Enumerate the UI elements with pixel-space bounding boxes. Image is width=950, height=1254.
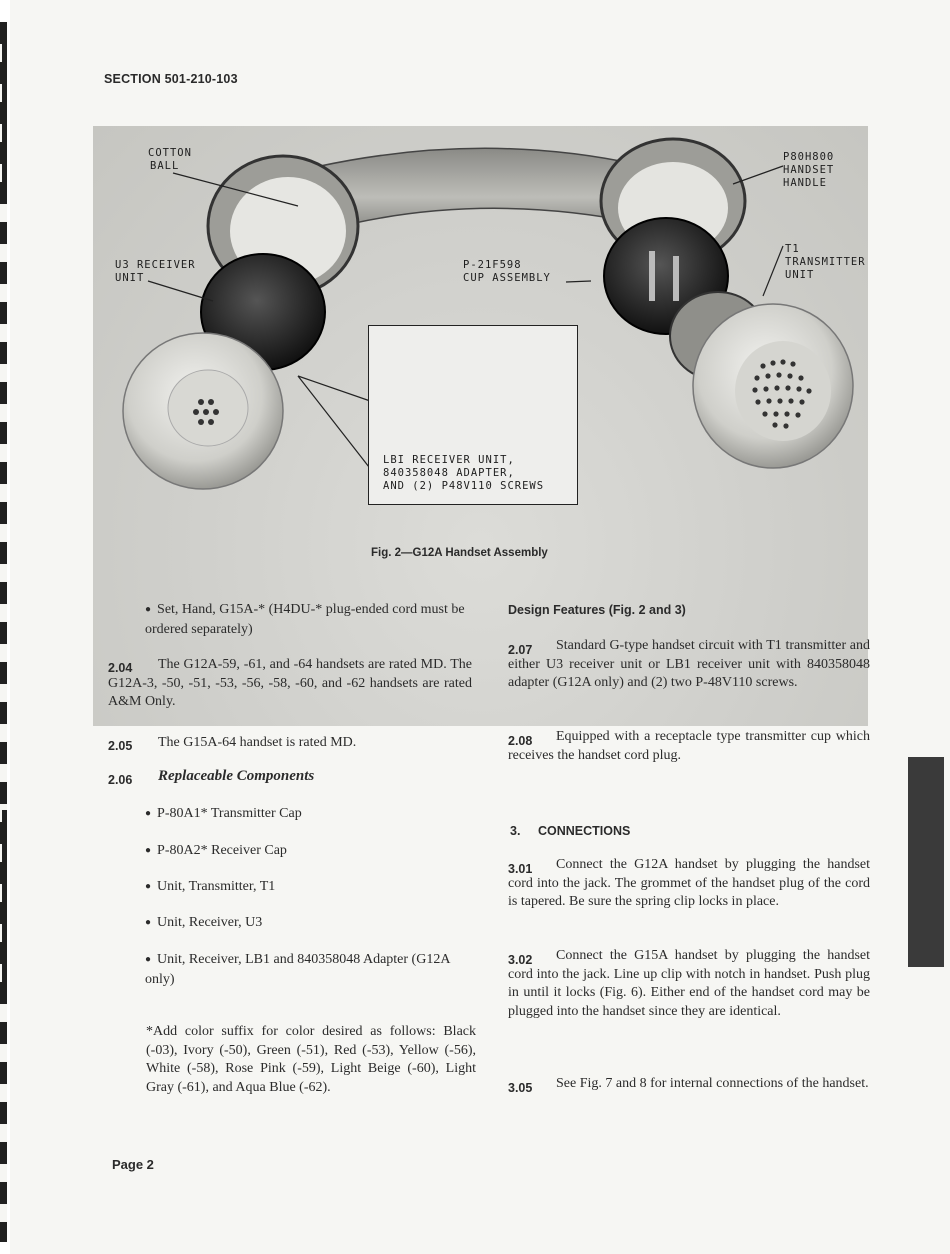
callout-line: U3 RECEIVER (115, 259, 196, 271)
callout-handle (783, 151, 834, 190)
design-features-heading: Design Features (Fig. 2 and 3) (508, 603, 686, 617)
inset-detail-box (368, 325, 578, 505)
para-3-05: See Fig. 7 and 8 for internal connections of the handset. (556, 1076, 869, 1091)
para-number: 2.06 (108, 773, 133, 787)
section-tab-marker (908, 757, 944, 967)
section-3-number: 3. (510, 824, 521, 838)
component-item: ● P-80A2* Receiver Cap (145, 842, 475, 862)
callout-line: 840358048 ADAPTER, (383, 467, 515, 479)
connections-heading: CONNECTIONS (538, 824, 631, 838)
callout-line: HANDSET (783, 164, 835, 176)
callout-receiver (115, 259, 196, 285)
section-number: SECTION 501-210-103 (104, 72, 238, 86)
callout-transmitter (785, 243, 866, 282)
callout-line: UNIT (115, 272, 145, 284)
para-3-02: Connect the G15A handset by plugging the handset cord into the jack. Line up clip with notch in handset. Push plug in until it locks (Fig. 6). Either end of the handset cord may be plugged into the handset since they are identical. (508, 948, 870, 1019)
callout-line: AND (2) P48V110 SCREWS (383, 480, 545, 492)
callout-line: T1 (785, 243, 800, 255)
para-number: 3.02 (508, 953, 533, 967)
binding-edge-dark-mid (2, 810, 7, 1000)
component-item: ● Unit, Receiver, U3 (145, 914, 475, 934)
para-number: 3.05 (508, 1081, 533, 1095)
callout-line: P80H800 (783, 151, 835, 163)
para-number: 2.07 (508, 643, 533, 657)
para-2-08: Equipped with a receptacle type transmitter cup which receives the handset cord plug. (508, 729, 870, 763)
callout-line: P-21F598 (463, 259, 522, 271)
callout-line: LBI RECEIVER UNIT, (383, 454, 515, 466)
para-2-05: The G15A-64 handset is rated MD. (158, 735, 357, 750)
para-number: 2.04 (108, 661, 133, 675)
para-3-01: Connect the G12A handset by plugging the handset cord into the jack. The grommet of the handset plug of the cord is tapered. Be sure the spring clip locks in place. (508, 857, 870, 909)
bullet-set-hand: ● Set, Hand, G15A-* (H4DU-* plug-ended cord must be ordered separately) (145, 601, 475, 639)
page-number: Page 2 (112, 1157, 154, 1172)
para-2-04: The G12A-59, -61, and -64 handsets are rated MD. The G12A-3, -50, -51, -53, -56, -58, -60, and -62 handsets are rated A&M Only. (108, 657, 472, 709)
binding-edge (0, 22, 7, 1242)
color-suffix-footnote: *Add color suffix for color desired as follows: Black (-03), Ivory (-50), Green (-51), Red (-53), Yellow (-56), White (-58), Rose Pink (-59), Light Beige (-60), Light Gray (-61), and Aqua Blue (-62). (146, 1024, 476, 1095)
callout-line: BALL (150, 160, 180, 172)
callout-line: UNIT (785, 269, 815, 281)
para-number: 2.08 (508, 734, 533, 748)
callout-line: CUP ASSEMBLY (463, 272, 551, 284)
component-item: ● Unit, Transmitter, T1 (145, 878, 475, 898)
para-number: 2.05 (108, 739, 133, 753)
callout-line: HANDLE (783, 177, 827, 189)
callout-inset (383, 454, 544, 493)
component-item: ● Unit, Receiver, LB1 and 840358048 Adapter (G12A only) (145, 951, 475, 989)
para-number: 3.01 (508, 862, 533, 876)
figure-caption: Fig. 2—G12A Handset Assembly (371, 547, 548, 559)
component-item: ● P-80A1* Transmitter Cap (145, 805, 475, 825)
callout-cotton-ball (148, 147, 192, 173)
callout-cup-assembly (463, 259, 551, 285)
callout-line: TRANSMITTER (785, 256, 866, 268)
binding-edge-dark-top (2, 22, 7, 202)
para-2-07: Standard G-type handset circuit with T1 transmitter and either U3 receiver unit or LB1 receiver unit with 840358048 adapter (G12A only) and (2) two P-48V110 screws. (508, 638, 870, 690)
callout-line: COTTON (148, 147, 192, 159)
replaceable-components-heading: Replaceable Components (158, 768, 315, 784)
